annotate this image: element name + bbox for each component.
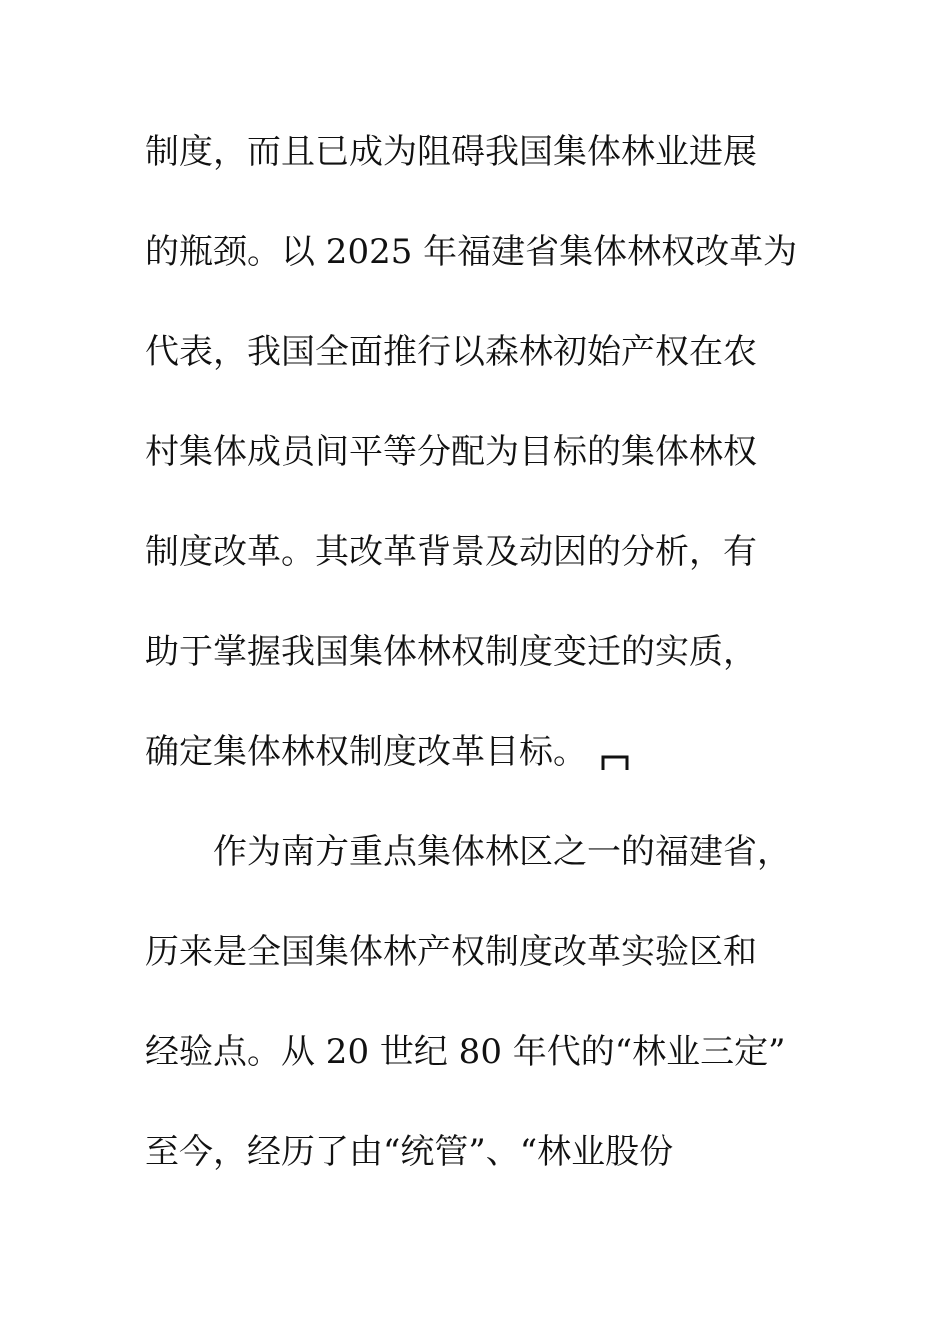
text-line: 制度，而且已成为阻碍我国集体林业进展 [145,132,757,172]
text-cursor-marker [600,752,630,772]
text-line: 作为南方重点集体林区之一的福建省， [213,832,791,872]
text-line: 助于掌握我国集体林权制度变迁的实质， [145,632,757,672]
text-line: 经验点。从 20 世纪 80 年代的“林业三定” [145,1032,786,1072]
text-line: 至今，经历了由“统管”、“林业股份 [145,1132,674,1172]
text-line: 制度改革。其改革背景及动因的分析，有 [145,532,757,572]
text-line: 代表，我国全面推行以森林初始产权在农 [145,332,757,372]
text-line: 村集体成员间平等分配为目标的集体林权 [145,432,757,472]
text-line: 确定集体林权制度改革目标。 [145,732,587,772]
text-line: 的瓶颈。以 2025 年福建省集体林权改革为 [145,232,798,272]
text-line: 历来是全国集体林产权制度改革实验区和 [145,932,757,972]
